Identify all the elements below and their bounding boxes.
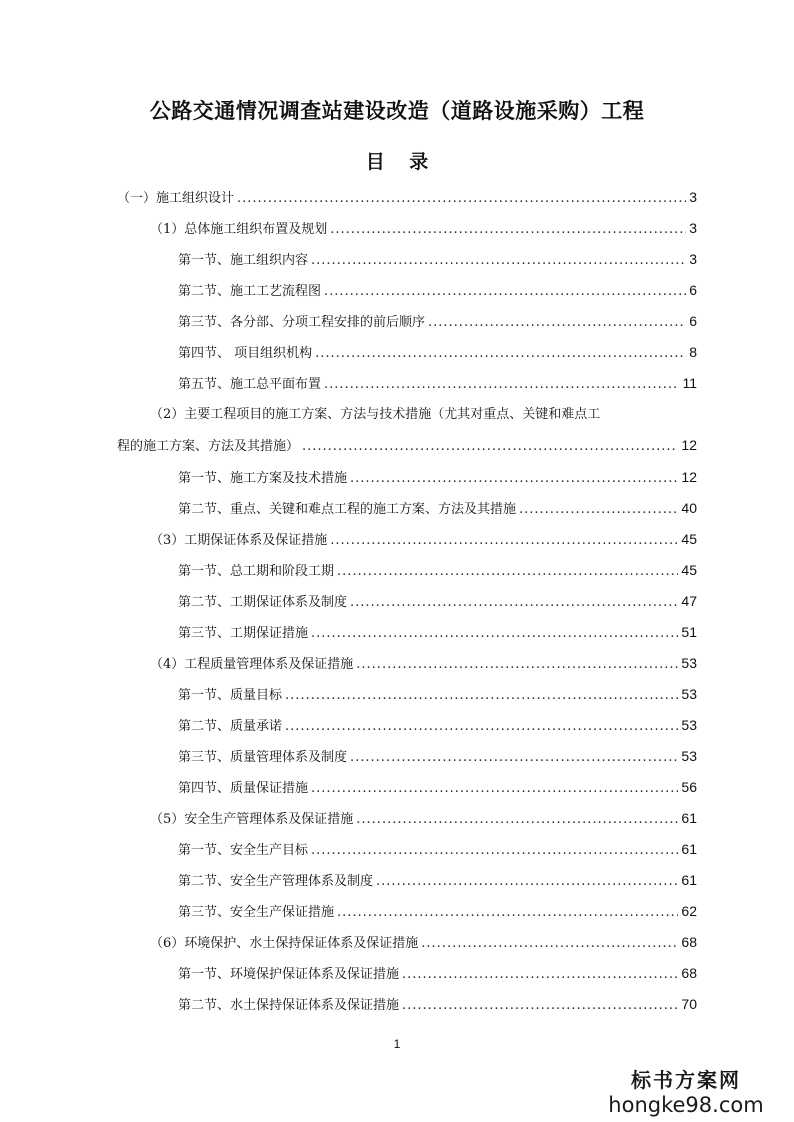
toc-entry-text: 第二节、水土保持保证体系及保证措施 bbox=[178, 998, 400, 1013]
toc-entry-text: （3）工期保证体系及保证措施 bbox=[150, 533, 328, 548]
watermark-url: hongke98.com bbox=[608, 1093, 764, 1117]
toc-page-number: 53 bbox=[681, 717, 697, 733]
toc-entry[interactable] bbox=[0, 586, 794, 617]
toc-entry[interactable] bbox=[0, 834, 794, 865]
toc-leader bbox=[311, 835, 678, 866]
toc-leader bbox=[302, 431, 678, 462]
toc-entry-text: 第四节、 项目组织机构 bbox=[178, 346, 313, 361]
toc-entry-text: 第一节、环境保护保证体系及保证措施 bbox=[178, 967, 400, 982]
toc-entry-text: 第一节、质量目标 bbox=[178, 688, 283, 703]
toc-entry[interactable] bbox=[0, 368, 794, 399]
toc-entry-text: 第二节、施工工艺流程图 bbox=[178, 284, 322, 299]
toc-page-number: 53 bbox=[681, 655, 697, 671]
toc-leader bbox=[350, 463, 678, 494]
toc-entry-text: 第一节、安全生产目标 bbox=[178, 843, 309, 858]
toc-page-number: 45 bbox=[681, 562, 697, 578]
toc-leader bbox=[330, 525, 678, 556]
toc-entry-text: 第三节、工期保证措施 bbox=[178, 626, 309, 641]
toc-entry[interactable] bbox=[0, 772, 794, 803]
toc-page-number: 3 bbox=[689, 220, 697, 236]
toc-entry[interactable] bbox=[0, 679, 794, 710]
toc-page-number: 11 bbox=[682, 375, 697, 391]
toc-leader bbox=[421, 928, 678, 959]
toc-page-number: 45 bbox=[681, 531, 697, 547]
toc-leader bbox=[324, 369, 679, 400]
toc-entry[interactable] bbox=[0, 306, 794, 337]
page-number: 1 bbox=[393, 1037, 401, 1051]
toc-entry[interactable] bbox=[0, 958, 794, 989]
toc-leader bbox=[519, 494, 678, 525]
toc-entry-text: （一）施工组织设计 bbox=[117, 191, 235, 206]
toc-leader bbox=[428, 307, 686, 338]
toc-entry-text: 第一节、施工方案及技术措施 bbox=[178, 471, 348, 486]
toc-entry[interactable] bbox=[0, 803, 794, 834]
toc-leader bbox=[311, 773, 678, 804]
watermark-name: 标书方案网 bbox=[631, 1068, 741, 1092]
toc-page-number: 8 bbox=[689, 344, 697, 360]
toc-heading: 目 录 bbox=[365, 151, 429, 173]
toc-leader bbox=[237, 183, 686, 214]
toc-entry[interactable] bbox=[0, 399, 794, 462]
toc-leader bbox=[350, 587, 678, 618]
toc-entry-text: （5）安全生产管理体系及保证措施 bbox=[150, 812, 354, 827]
toc-leader bbox=[356, 649, 678, 680]
toc-entry-text: 第二节、安全生产管理体系及制度 bbox=[178, 874, 374, 889]
toc-entry[interactable] bbox=[0, 710, 794, 741]
toc-leader bbox=[330, 214, 686, 245]
toc-page-number: 62 bbox=[681, 903, 697, 919]
toc-leader bbox=[311, 245, 686, 276]
toc-entry[interactable] bbox=[0, 617, 794, 648]
toc-page-number: 61 bbox=[681, 810, 697, 826]
toc-page-number: 51 bbox=[681, 624, 697, 640]
toc-entry-text: 第四节、质量保证措施 bbox=[178, 781, 309, 796]
toc-page-number: 53 bbox=[681, 686, 697, 702]
toc-leader bbox=[315, 338, 686, 369]
toc-entry-text: 第二节、重点、关键和难点工程的施工方案、方法及其措施 bbox=[178, 502, 517, 517]
toc-page-number: 56 bbox=[681, 779, 697, 795]
toc-leader bbox=[337, 556, 678, 587]
document-title: 公路交通情况调查站建设改造（道路设施采购）工程 bbox=[149, 99, 645, 123]
toc-entry[interactable] bbox=[0, 741, 794, 772]
toc-entry[interactable] bbox=[0, 462, 794, 493]
toc-entry-text: 第二节、工期保证体系及制度 bbox=[178, 595, 348, 610]
toc-page-number: 61 bbox=[681, 841, 697, 857]
toc-entry-text: 第三节、安全生产保证措施 bbox=[178, 905, 335, 920]
toc-entry-text: 第五节、施工总平面布置 bbox=[178, 377, 322, 392]
toc-entry[interactable] bbox=[0, 865, 794, 896]
toc-entry[interactable] bbox=[0, 524, 794, 555]
toc-entry-text: （6）环境保护、水土保持保证体系及保证措施 bbox=[150, 936, 419, 951]
toc-entry-text: 第一节、总工期和阶段工期 bbox=[178, 564, 335, 579]
toc-entry[interactable] bbox=[0, 648, 794, 679]
toc-leader bbox=[402, 959, 678, 990]
toc-leader bbox=[324, 276, 686, 307]
toc-page-number: 47 bbox=[681, 593, 697, 609]
toc-leader bbox=[402, 990, 678, 1021]
toc-leader bbox=[285, 680, 678, 711]
toc-entry[interactable] bbox=[0, 244, 794, 275]
toc-page-number: 68 bbox=[681, 965, 697, 981]
toc-entry[interactable] bbox=[0, 927, 794, 958]
toc-entry-text-line2: 程的施工方案、方法及其措施） bbox=[117, 439, 300, 454]
toc-entry[interactable] bbox=[0, 275, 794, 306]
toc-page-number: 12 bbox=[681, 469, 697, 485]
toc-entry-text: （1）总体施工组织布置及规划 bbox=[150, 222, 328, 237]
toc-entry[interactable] bbox=[0, 493, 794, 524]
toc-page-number: 6 bbox=[689, 313, 697, 329]
toc-entry-text: 第一节、施工组织内容 bbox=[178, 253, 309, 268]
toc-page-number: 6 bbox=[689, 282, 697, 298]
toc-entry[interactable] bbox=[0, 555, 794, 586]
toc-leader bbox=[311, 618, 678, 649]
toc-page-number: 40 bbox=[681, 500, 697, 516]
toc-entry-text: 第二节、质量承诺 bbox=[178, 719, 283, 734]
toc-entry-text-line1: （2）主要工程项目的施工方案、方法与技术措施（尤其对重点、关键和难点工 bbox=[150, 407, 601, 422]
toc-entry-text: 第三节、质量管理体系及制度 bbox=[178, 750, 348, 765]
toc-leader bbox=[356, 804, 678, 835]
toc-entry[interactable] bbox=[0, 182, 794, 213]
table-of-contents bbox=[0, 182, 794, 1020]
toc-entry[interactable] bbox=[0, 213, 794, 244]
toc-page-number: 61 bbox=[681, 872, 697, 888]
toc-page-number: 53 bbox=[681, 748, 697, 764]
toc-entry-text: （4）工程质量管理体系及保证措施 bbox=[150, 657, 354, 672]
toc-leader bbox=[350, 742, 678, 773]
toc-page-number: 70 bbox=[681, 996, 697, 1012]
toc-leader bbox=[285, 711, 678, 742]
toc-page-number: 12 bbox=[681, 437, 697, 453]
toc-page-number: 68 bbox=[681, 934, 697, 950]
toc-entry-text: 第三节、各分部、分项工程安排的前后顺序 bbox=[178, 315, 426, 330]
toc-page-number: 3 bbox=[689, 189, 697, 205]
toc-entry[interactable] bbox=[0, 989, 794, 1020]
toc-entry[interactable] bbox=[0, 337, 794, 368]
toc-leader bbox=[337, 897, 678, 928]
watermark-logo bbox=[586, 1067, 786, 1117]
toc-entry[interactable] bbox=[0, 896, 794, 927]
toc-page-number: 3 bbox=[689, 251, 697, 267]
toc-leader bbox=[376, 866, 678, 897]
